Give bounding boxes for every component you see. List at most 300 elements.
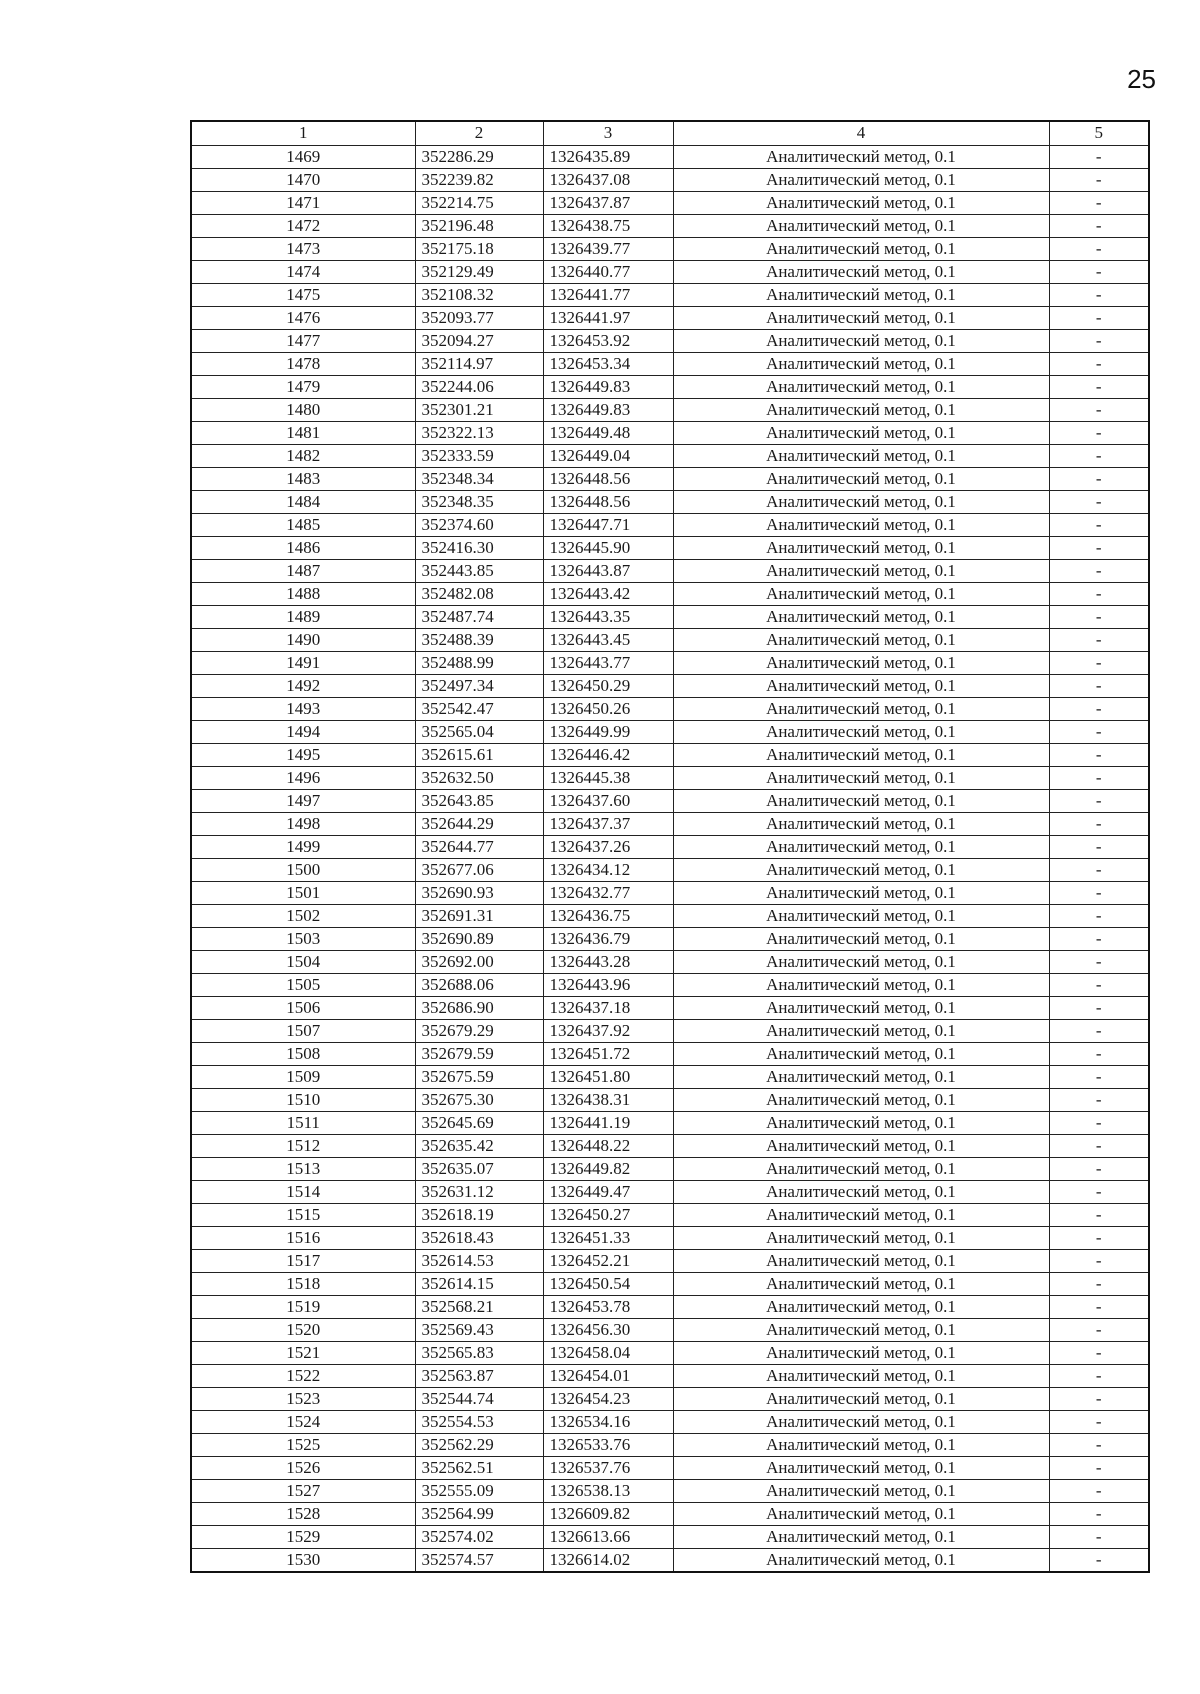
x-coordinate-cell: 352488.39 [415,628,543,651]
y-coordinate-cell: 1326449.47 [543,1180,673,1203]
method-cell: Аналитический метод, 0.1 [673,168,1049,191]
table-row [191,1180,1149,1203]
y-coordinate-cell: 1326443.35 [543,605,673,628]
point-number-cell: 1526 [191,1456,415,1479]
y-coordinate-cell: 1326449.83 [543,375,673,398]
note-cell: - [1049,605,1149,628]
method-cell: Аналитический метод, 0.1 [673,375,1049,398]
y-coordinate-cell: 1326458.04 [543,1341,673,1364]
table-row [191,927,1149,950]
table-row [191,1088,1149,1111]
table-row [191,444,1149,467]
x-coordinate-cell: 352686.90 [415,996,543,1019]
x-coordinate-cell: 352691.31 [415,904,543,927]
method-cell: Аналитический метод, 0.1 [673,1525,1049,1548]
method-cell: Аналитический метод, 0.1 [673,1272,1049,1295]
note-cell: - [1049,237,1149,260]
y-coordinate-cell: 1326453.92 [543,329,673,352]
table-row [191,352,1149,375]
table-row [191,651,1149,674]
table-row [191,1065,1149,1088]
x-coordinate-cell: 352214.75 [415,191,543,214]
point-number-cell: 1471 [191,191,415,214]
x-coordinate-cell: 352286.29 [415,145,543,168]
x-coordinate-cell: 352554.53 [415,1410,543,1433]
note-cell: - [1049,490,1149,513]
point-number-cell: 1520 [191,1318,415,1341]
column-header-3: 3 [543,121,673,145]
table-row [191,1548,1149,1572]
note-cell: - [1049,1088,1149,1111]
method-cell: Аналитический метод, 0.1 [673,191,1049,214]
y-coordinate-cell: 1326538.13 [543,1479,673,1502]
note-cell: - [1049,1042,1149,1065]
table-row [191,1318,1149,1341]
table-row [191,789,1149,812]
table-row [191,1410,1149,1433]
method-cell: Аналитический метод, 0.1 [673,812,1049,835]
point-number-cell: 1525 [191,1433,415,1456]
note-cell: - [1049,674,1149,697]
table-row [191,881,1149,904]
note-cell: - [1049,1134,1149,1157]
note-cell: - [1049,260,1149,283]
y-coordinate-cell: 1326436.79 [543,927,673,950]
table-row [191,996,1149,1019]
method-cell: Аналитический метод, 0.1 [673,352,1049,375]
point-number-cell: 1490 [191,628,415,651]
point-number-cell: 1499 [191,835,415,858]
note-cell: - [1049,1479,1149,1502]
x-coordinate-cell: 352618.19 [415,1203,543,1226]
method-cell: Аналитический метод, 0.1 [673,950,1049,973]
point-number-cell: 1496 [191,766,415,789]
method-cell: Аналитический метод, 0.1 [673,1364,1049,1387]
column-header-1: 1 [191,121,415,145]
table-row [191,237,1149,260]
x-coordinate-cell: 352692.00 [415,950,543,973]
x-coordinate-cell: 352574.02 [415,1525,543,1548]
table-row [191,260,1149,283]
point-number-cell: 1488 [191,582,415,605]
x-coordinate-cell: 352542.47 [415,697,543,720]
x-coordinate-cell: 352569.43 [415,1318,543,1341]
y-coordinate-cell: 1326450.26 [543,697,673,720]
x-coordinate-cell: 352644.29 [415,812,543,835]
point-number-cell: 1482 [191,444,415,467]
y-coordinate-cell: 1326443.28 [543,950,673,973]
note-cell: - [1049,1341,1149,1364]
point-number-cell: 1475 [191,283,415,306]
table-row [191,145,1149,168]
note-cell: - [1049,950,1149,973]
note-cell: - [1049,559,1149,582]
note-cell: - [1049,1456,1149,1479]
x-coordinate-cell: 352416.30 [415,536,543,559]
method-cell: Аналитический метод, 0.1 [673,904,1049,927]
note-cell: - [1049,467,1149,490]
point-number-cell: 1478 [191,352,415,375]
note-cell: - [1049,1410,1149,1433]
method-cell: Аналитический метод, 0.1 [673,927,1049,950]
point-number-cell: 1503 [191,927,415,950]
table-row [191,950,1149,973]
note-cell: - [1049,881,1149,904]
method-cell: Аналитический метод, 0.1 [673,1502,1049,1525]
point-number-cell: 1489 [191,605,415,628]
column-header-5: 5 [1049,121,1149,145]
point-number-cell: 1507 [191,1019,415,1042]
y-coordinate-cell: 1326440.77 [543,260,673,283]
note-cell: - [1049,789,1149,812]
point-number-cell: 1509 [191,1065,415,1088]
table-body [191,145,1149,1572]
y-coordinate-cell: 1326449.82 [543,1157,673,1180]
note-cell: - [1049,444,1149,467]
note-cell: - [1049,973,1149,996]
note-cell: - [1049,1364,1149,1387]
x-coordinate-cell: 352093.77 [415,306,543,329]
point-number-cell: 1502 [191,904,415,927]
method-cell: Аналитический метод, 0.1 [673,260,1049,283]
point-number-cell: 1518 [191,1272,415,1295]
method-cell: Аналитический метод, 0.1 [673,1226,1049,1249]
y-coordinate-cell: 1326443.45 [543,628,673,651]
table-row [191,1019,1149,1042]
note-cell: - [1049,996,1149,1019]
method-cell: Аналитический метод, 0.1 [673,1042,1049,1065]
y-coordinate-cell: 1326613.66 [543,1525,673,1548]
x-coordinate-cell: 352443.85 [415,559,543,582]
table-row [191,1203,1149,1226]
table-row [191,1525,1149,1548]
point-number-cell: 1527 [191,1479,415,1502]
table-row [191,1134,1149,1157]
x-coordinate-cell: 352244.06 [415,375,543,398]
point-number-cell: 1530 [191,1548,415,1572]
point-number-cell: 1492 [191,674,415,697]
method-cell: Аналитический метод, 0.1 [673,490,1049,513]
method-cell: Аналитический метод, 0.1 [673,1065,1049,1088]
method-cell: Аналитический метод, 0.1 [673,582,1049,605]
table-row [191,214,1149,237]
note-cell: - [1049,904,1149,927]
note-cell: - [1049,858,1149,881]
note-cell: - [1049,1226,1149,1249]
note-cell: - [1049,536,1149,559]
method-cell: Аналитический метод, 0.1 [673,444,1049,467]
note-cell: - [1049,1065,1149,1088]
y-coordinate-cell: 1326533.76 [543,1433,673,1456]
point-number-cell: 1485 [191,513,415,536]
method-cell: Аналитический метод, 0.1 [673,720,1049,743]
x-coordinate-cell: 352497.34 [415,674,543,697]
method-cell: Аналитический метод, 0.1 [673,421,1049,444]
point-number-cell: 1519 [191,1295,415,1318]
method-cell: Аналитический метод, 0.1 [673,145,1049,168]
x-coordinate-cell: 352564.99 [415,1502,543,1525]
note-cell: - [1049,651,1149,674]
note-cell: - [1049,1433,1149,1456]
note-cell: - [1049,1249,1149,1272]
table-row [191,1479,1149,1502]
point-number-cell: 1516 [191,1226,415,1249]
y-coordinate-cell: 1326449.99 [543,720,673,743]
point-number-cell: 1528 [191,1502,415,1525]
note-cell: - [1049,1180,1149,1203]
point-number-cell: 1470 [191,168,415,191]
method-cell: Аналитический метод, 0.1 [673,1088,1049,1111]
y-coordinate-cell: 1326446.42 [543,743,673,766]
method-cell: Аналитический метод, 0.1 [673,766,1049,789]
y-coordinate-cell: 1326448.56 [543,490,673,513]
method-cell: Аналитический метод, 0.1 [673,1548,1049,1572]
point-number-cell: 1522 [191,1364,415,1387]
point-number-cell: 1512 [191,1134,415,1157]
method-cell: Аналитический метод, 0.1 [673,1295,1049,1318]
note-cell: - [1049,283,1149,306]
table-row [191,375,1149,398]
point-number-cell: 1480 [191,398,415,421]
table-row [191,1272,1149,1295]
method-cell: Аналитический метод, 0.1 [673,1341,1049,1364]
point-number-cell: 1474 [191,260,415,283]
method-cell: Аналитический метод, 0.1 [673,1134,1049,1157]
note-cell: - [1049,1203,1149,1226]
point-number-cell: 1500 [191,858,415,881]
point-number-cell: 1469 [191,145,415,168]
x-coordinate-cell: 352544.74 [415,1387,543,1410]
x-coordinate-cell: 352635.07 [415,1157,543,1180]
y-coordinate-cell: 1326441.19 [543,1111,673,1134]
point-number-cell: 1511 [191,1111,415,1134]
y-coordinate-cell: 1326437.18 [543,996,673,1019]
x-coordinate-cell: 352675.59 [415,1065,543,1088]
x-coordinate-cell: 352690.89 [415,927,543,950]
y-coordinate-cell: 1326448.56 [543,467,673,490]
y-coordinate-cell: 1326609.82 [543,1502,673,1525]
table-row [191,490,1149,513]
method-cell: Аналитический метод, 0.1 [673,743,1049,766]
note-cell: - [1049,145,1149,168]
note-cell: - [1049,1019,1149,1042]
y-coordinate-cell: 1326443.96 [543,973,673,996]
x-coordinate-cell: 352565.83 [415,1341,543,1364]
method-cell: Аналитический метод, 0.1 [673,513,1049,536]
y-coordinate-cell: 1326450.29 [543,674,673,697]
x-coordinate-cell: 352568.21 [415,1295,543,1318]
table-row [191,467,1149,490]
x-coordinate-cell: 352555.09 [415,1479,543,1502]
table-row [191,1157,1149,1180]
point-number-cell: 1473 [191,237,415,260]
point-number-cell: 1494 [191,720,415,743]
x-coordinate-cell: 352643.85 [415,789,543,812]
method-cell: Аналитический метод, 0.1 [673,283,1049,306]
y-coordinate-cell: 1326437.87 [543,191,673,214]
table-row [191,582,1149,605]
point-number-cell: 1476 [191,306,415,329]
y-coordinate-cell: 1326449.48 [543,421,673,444]
method-cell: Аналитический метод, 0.1 [673,398,1049,421]
y-coordinate-cell: 1326614.02 [543,1548,673,1572]
note-cell: - [1049,743,1149,766]
method-cell: Аналитический метод, 0.1 [673,1479,1049,1502]
y-coordinate-cell: 1326443.42 [543,582,673,605]
point-number-cell: 1495 [191,743,415,766]
note-cell: - [1049,168,1149,191]
point-number-cell: 1524 [191,1410,415,1433]
method-cell: Аналитический метод, 0.1 [673,559,1049,582]
x-coordinate-cell: 352632.50 [415,766,543,789]
point-number-cell: 1491 [191,651,415,674]
column-header-2: 2 [415,121,543,145]
x-coordinate-cell: 352348.35 [415,490,543,513]
point-number-cell: 1505 [191,973,415,996]
x-coordinate-cell: 352562.51 [415,1456,543,1479]
note-cell: - [1049,1502,1149,1525]
y-coordinate-cell: 1326443.87 [543,559,673,582]
x-coordinate-cell: 352301.21 [415,398,543,421]
method-cell: Аналитический метод, 0.1 [673,1387,1049,1410]
y-coordinate-cell: 1326445.38 [543,766,673,789]
method-cell: Аналитический метод, 0.1 [673,1203,1049,1226]
method-cell: Аналитический метод, 0.1 [673,1157,1049,1180]
method-cell: Аналитический метод, 0.1 [673,674,1049,697]
x-coordinate-cell: 352488.99 [415,651,543,674]
x-coordinate-cell: 352129.49 [415,260,543,283]
method-cell: Аналитический метод, 0.1 [673,651,1049,674]
x-coordinate-cell: 352688.06 [415,973,543,996]
x-coordinate-cell: 352562.29 [415,1433,543,1456]
table-row [191,605,1149,628]
table-row [191,1042,1149,1065]
table-row [191,191,1149,214]
note-cell: - [1049,214,1149,237]
x-coordinate-cell: 352175.18 [415,237,543,260]
point-number-cell: 1523 [191,1387,415,1410]
point-number-cell: 1513 [191,1157,415,1180]
method-cell: Аналитический метод, 0.1 [673,306,1049,329]
x-coordinate-cell: 352614.53 [415,1249,543,1272]
method-cell: Аналитический метод, 0.1 [673,996,1049,1019]
note-cell: - [1049,1295,1149,1318]
point-number-cell: 1508 [191,1042,415,1065]
x-coordinate-cell: 352631.12 [415,1180,543,1203]
table-row [191,283,1149,306]
note-cell: - [1049,1111,1149,1134]
method-cell: Аналитический метод, 0.1 [673,1318,1049,1341]
method-cell: Аналитический метод, 0.1 [673,789,1049,812]
point-number-cell: 1477 [191,329,415,352]
table-row [191,973,1149,996]
y-coordinate-cell: 1326438.31 [543,1088,673,1111]
note-cell: - [1049,720,1149,743]
method-cell: Аналитический метод, 0.1 [673,1433,1049,1456]
point-number-cell: 1483 [191,467,415,490]
y-coordinate-cell: 1326437.92 [543,1019,673,1042]
y-coordinate-cell: 1326450.54 [543,1272,673,1295]
y-coordinate-cell: 1326436.75 [543,904,673,927]
table-row [191,1249,1149,1272]
x-coordinate-cell: 352563.87 [415,1364,543,1387]
point-number-cell: 1506 [191,996,415,1019]
y-coordinate-cell: 1326452.21 [543,1249,673,1272]
y-coordinate-cell: 1326437.60 [543,789,673,812]
page-number: 25 [1127,64,1156,94]
table-row [191,421,1149,444]
note-cell: - [1049,513,1149,536]
x-coordinate-cell: 352322.13 [415,421,543,444]
x-coordinate-cell: 352679.29 [415,1019,543,1042]
method-cell: Аналитический метод, 0.1 [673,835,1049,858]
table-header-row [191,121,1149,145]
x-coordinate-cell: 352114.97 [415,352,543,375]
point-number-cell: 1517 [191,1249,415,1272]
table-row [191,720,1149,743]
x-coordinate-cell: 352094.27 [415,329,543,352]
x-coordinate-cell: 352615.61 [415,743,543,766]
y-coordinate-cell: 1326439.77 [543,237,673,260]
method-cell: Аналитический метод, 0.1 [673,329,1049,352]
method-cell: Аналитический метод, 0.1 [673,697,1049,720]
x-coordinate-cell: 352644.77 [415,835,543,858]
point-number-cell: 1504 [191,950,415,973]
y-coordinate-cell: 1326447.71 [543,513,673,536]
note-cell: - [1049,927,1149,950]
x-coordinate-cell: 352679.59 [415,1042,543,1065]
table-row [191,329,1149,352]
x-coordinate-cell: 352618.43 [415,1226,543,1249]
table-row [191,835,1149,858]
table-row [191,697,1149,720]
method-cell: Аналитический метод, 0.1 [673,1180,1049,1203]
y-coordinate-cell: 1326432.77 [543,881,673,904]
x-coordinate-cell: 352239.82 [415,168,543,191]
table-row [191,858,1149,881]
x-coordinate-cell: 352614.15 [415,1272,543,1295]
method-cell: Аналитический метод, 0.1 [673,973,1049,996]
y-coordinate-cell: 1326435.89 [543,145,673,168]
method-cell: Аналитический метод, 0.1 [673,237,1049,260]
note-cell: - [1049,398,1149,421]
y-coordinate-cell: 1326437.26 [543,835,673,858]
method-cell: Аналитический метод, 0.1 [673,881,1049,904]
note-cell: - [1049,1318,1149,1341]
method-cell: Аналитический метод, 0.1 [673,1111,1049,1134]
method-cell: Аналитический метод, 0.1 [673,858,1049,881]
table-row [191,812,1149,835]
x-coordinate-cell: 352635.42 [415,1134,543,1157]
point-number-cell: 1486 [191,536,415,559]
x-coordinate-cell: 352645.69 [415,1111,543,1134]
point-number-cell: 1481 [191,421,415,444]
table-row [191,1364,1149,1387]
table-row [191,168,1149,191]
note-cell: - [1049,812,1149,835]
x-coordinate-cell: 352487.74 [415,605,543,628]
method-cell: Аналитический метод, 0.1 [673,1410,1049,1433]
note-cell: - [1049,1387,1149,1410]
point-number-cell: 1501 [191,881,415,904]
table-row [191,904,1149,927]
table-row [191,1456,1149,1479]
method-cell: Аналитический метод, 0.1 [673,536,1049,559]
point-number-cell: 1521 [191,1341,415,1364]
y-coordinate-cell: 1326449.83 [543,398,673,421]
point-number-cell: 1529 [191,1525,415,1548]
table-row [191,1111,1149,1134]
